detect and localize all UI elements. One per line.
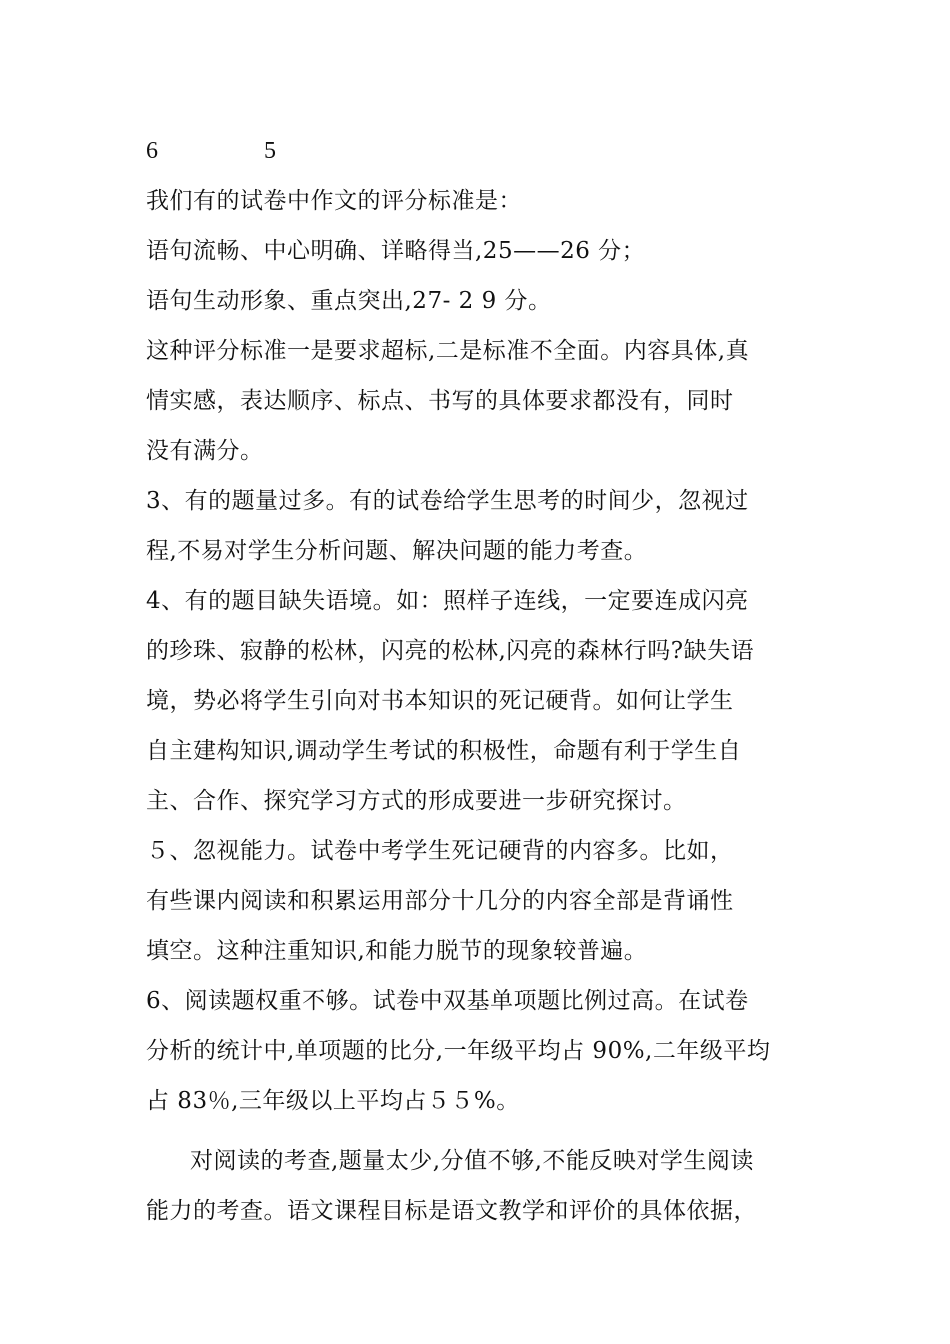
- text-line: 占 83％,三年级以上平均占５５%。: [146, 1088, 520, 1114]
- paragraph-scoring-intro: [146, 176, 808, 226]
- text-line: 能力的考查。语文课程目标是语文教学和评价的具体依据，: [146, 1198, 757, 1224]
- text-line: 对阅读的考查,题量太少,分值不够,不能反映对学生阅读: [190, 1148, 754, 1174]
- header-number-left: 6: [146, 138, 158, 164]
- paragraph-point-6: [146, 976, 808, 1126]
- text-line: 语句生动形象、重点突出,27- 2 9 分。: [146, 288, 552, 314]
- text-line: 没有满分。: [146, 438, 264, 464]
- text-line: ５、忽视能力。试卷中考学生死记硬背的内容多。比如，: [146, 838, 734, 864]
- text-line: 6、阅读题权重不够。试卷中双基单项题比例过高。在试卷: [146, 988, 749, 1014]
- text-line: 境，势必将学生引向对书本知识的死记硬背。如何让学生: [146, 688, 734, 714]
- text-line: 4、有的题目缺失语境。如：照样子连线，一定要连成闪亮: [146, 588, 749, 614]
- text-line: 自主建构知识,调动学生考试的积极性，命题有利于学生自: [146, 738, 742, 764]
- text-line: 语句流畅、中心明确、详略得当,25——26 分；: [146, 238, 646, 264]
- paragraph-point-3: [146, 476, 808, 576]
- text-line: 的珍珠、寂静的松林，闪亮的松林,闪亮的森林行吗?缺失语: [146, 638, 755, 664]
- document-body: [146, 126, 808, 1236]
- header-number-right: 5: [264, 138, 276, 164]
- text-line: 我们有的试卷中作文的评分标准是：: [146, 188, 522, 214]
- paragraph-scoring-level-2: [146, 276, 808, 326]
- header-numbers: [146, 126, 808, 176]
- text-line: 主、合作、探究学习方式的形成要进一步研究探讨。: [146, 788, 687, 814]
- text-line: 3、有的题量过多。有的试卷给学生思考的时间少，忽视过: [146, 488, 749, 514]
- paragraph-point-4: [146, 576, 808, 826]
- paragraph-spacer: [146, 1126, 808, 1136]
- paragraph-scoring-level-1: [146, 226, 808, 276]
- paragraph-scoring-critique: [146, 326, 808, 476]
- paragraph-point-5: [146, 826, 808, 976]
- text-line: 有些课内阅读和积累运用部分十几分的内容全部是背诵性: [146, 888, 734, 914]
- text-line: 程,不易对学生分析问题、解决问题的能力考查。: [146, 538, 648, 564]
- text-line: 情实感，表达顺序、标点、书写的具体要求都没有，同时: [146, 388, 734, 414]
- text-line: 这种评分标准一是要求超标,二是标准不全面。内容具体,真: [146, 338, 750, 364]
- text-line: 分析的统计中,单项题的比分,一年级平均占 90%,二年级平均: [146, 1038, 771, 1064]
- paragraph-reading-assessment: [146, 1136, 808, 1236]
- text-line: 填空。这种注重知识,和能力脱节的现象较普遍。: [146, 938, 648, 964]
